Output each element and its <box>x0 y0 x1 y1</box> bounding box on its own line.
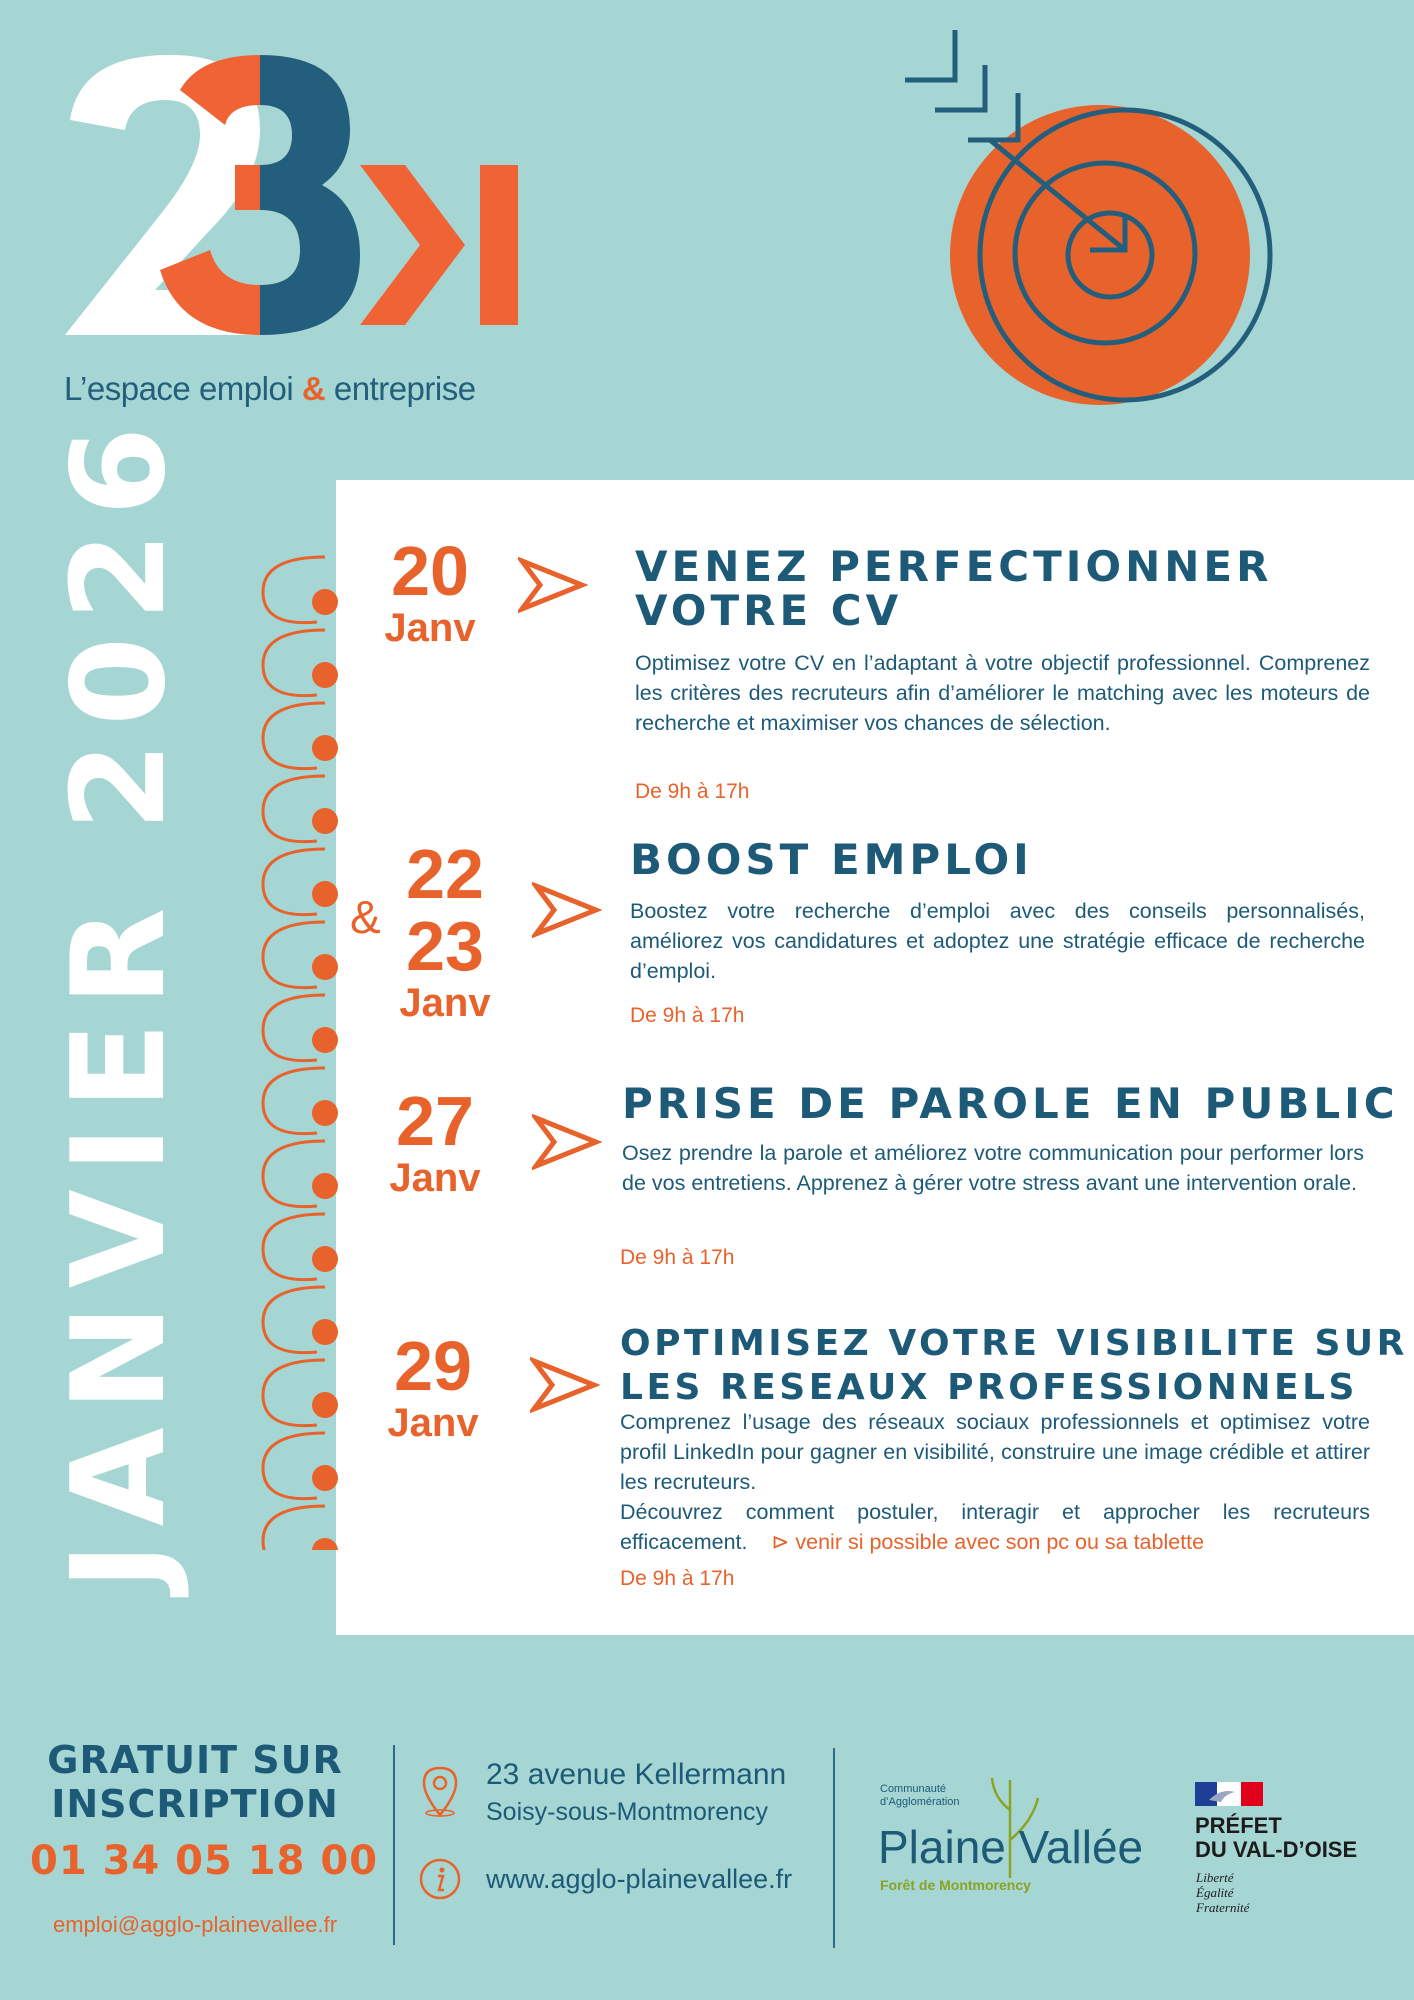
event-description: Boostez votre recherche d’emploi avec des conseils personnalisés, améliorez vos candidatures et adoptez une stratégie efficace de recherche d’emploi. <box>630 899 1365 983</box>
pv-logo-subtitle: Forêt de Montmorency <box>880 1877 1031 1893</box>
map-pin-icon <box>420 1765 460 1817</box>
event-date: 20 Janv <box>384 532 476 650</box>
marianne-flag-icon <box>1195 1782 1263 1806</box>
ring-binding <box>263 630 338 696</box>
info-icon <box>418 1857 462 1901</box>
phone-number[interactable]: 01 34 05 18 00 <box>30 1838 379 1884</box>
date-ampersand: & <box>350 891 381 943</box>
event-date: 29 Janv <box>387 1327 479 1445</box>
ring-binding <box>263 1141 338 1207</box>
event-date: 27 Janv <box>389 1082 481 1200</box>
event-date: 22 23 Janv <box>399 835 491 1025</box>
address-line-2: Soisy-sous-Montmorency <box>486 1798 769 1826</box>
address-line-1: 23 avenue Kellermann <box>486 1758 787 1791</box>
event-description: Optimisez votre CV en l’adaptant à votre objectif professionnel. Comprenez les critères des recruteurs afin d’améliorer le matching avec les moteurs de recherche et maximiser vos chances de sélection. <box>635 651 1370 735</box>
divider <box>833 1748 835 1948</box>
ring-binding <box>263 1360 338 1426</box>
ring-binding <box>263 1506 338 1550</box>
arrow-icon <box>518 555 588 615</box>
prefet-logo: PRÉFET DU VAL-D’OISE <box>1195 1813 1358 1862</box>
23-logo <box>60 50 540 340</box>
ring-binding <box>263 1433 338 1499</box>
divider <box>393 1745 395 1945</box>
event-description: Osez prendre la parole et améliorez votre communication pour performer lors de vos entretiens. Apprenez à gérer votre stress avant une intervention orale. <box>622 1141 1364 1195</box>
arrow-icon <box>532 880 602 940</box>
ring-binding <box>263 995 338 1061</box>
ring-binding <box>263 703 338 769</box>
event-title: VENEZ PERFECTIONNER VOTRE CV <box>635 542 1273 635</box>
arrow-icon <box>530 1355 600 1415</box>
website-link[interactable]: www.agglo-plainevallee.fr <box>486 1864 793 1894</box>
free-registration-title: GRATUIT SUR INSCRIPTION <box>47 1738 343 1826</box>
ring-binding <box>263 1214 338 1280</box>
ring-binding <box>263 1068 338 1134</box>
plaine-vallee-logo: Plaine Vallée <box>878 1821 1144 1873</box>
tagline: L’espace emploi & entreprise <box>64 370 476 407</box>
ring-binding <box>263 849 338 915</box>
republic-motto: Liberté Égalité Fraternité <box>1196 1870 1250 1915</box>
event-title: BOOST EMPLOI <box>630 835 1033 884</box>
event-title: PRISE DE PAROLE EN PUBLIC <box>622 1079 1399 1128</box>
event-description: Comprenez l’usage des réseaux sociaux professionnels et optimisez votre profil LinkedIn pour gagner en visibilité, construire une image crédible et attirer les recruteurs. Découvrez comment postuler, interagir et approcher les recruteurs efficacement. ⊳ venir si possible avec son pc ou sa tablette <box>620 1410 1370 1554</box>
month-title: JANVIER 2026 <box>45 410 194 1590</box>
target-icon <box>900 25 1300 415</box>
event-time: De 9h à 17h <box>620 1567 735 1590</box>
event-note: ⊳ venir si possible avec son pc ou sa tablette <box>771 1530 1205 1554</box>
ring-binding <box>263 557 338 623</box>
pv-logo-caption: Communauté d’Agglomération <box>880 1783 960 1808</box>
ring-binding <box>263 1287 338 1353</box>
arrow-icon <box>532 1112 602 1172</box>
ring-binding <box>263 922 338 988</box>
event-time: De 9h à 17h <box>620 1246 735 1269</box>
ring-binding <box>263 776 338 842</box>
event-title: OPTIMISEZ VOTRE VISIBILITE SUR LES RESEAUX PROFESSIONNELS <box>620 1323 1408 1408</box>
email-link[interactable]: emploi@agglo-plainevallee.fr <box>52 1912 338 1937</box>
event-time: De 9h à 17h <box>635 780 750 803</box>
notebook-rings <box>255 530 345 1550</box>
event-time: De 9h à 17h <box>630 1004 745 1027</box>
